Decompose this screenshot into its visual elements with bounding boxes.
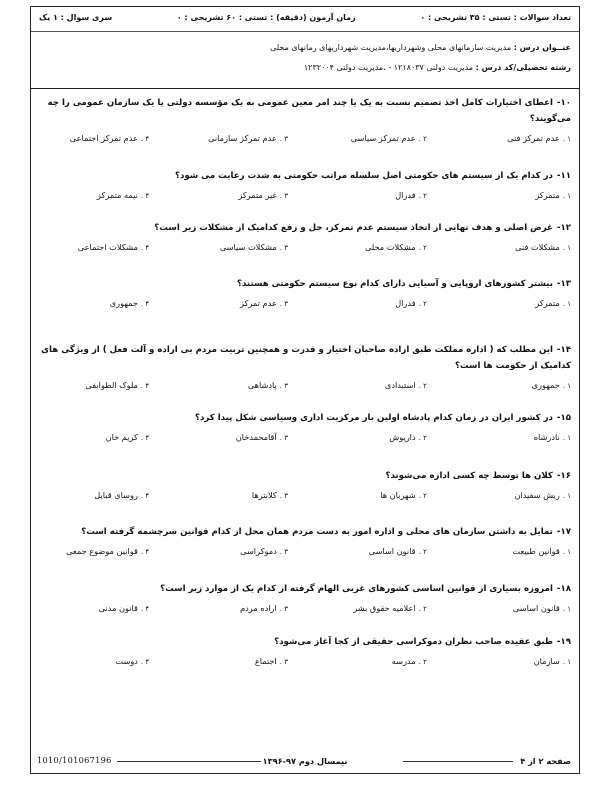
question-text (37, 276, 571, 292)
question-block (37, 581, 571, 617)
question-body: بیشتر کشورهای اروپایی و آسیایی دارای کدام نوع سیستم حکومتی هستند؟ (236, 279, 553, 289)
option-number: ۱ . (562, 492, 571, 500)
option-text: غیر متمرکز (238, 190, 277, 200)
option-text: مشکلات اجتماعی (77, 242, 138, 252)
question-text (37, 342, 571, 374)
option-text: قوانین طبیعت (512, 546, 560, 556)
question-block (37, 468, 571, 504)
option-text: عدم تمرکز سازمانی (208, 133, 277, 143)
answer-option[interactable] (385, 380, 427, 390)
option-text: روسای قبایل (94, 490, 138, 500)
option-number: ۳ . (279, 658, 288, 666)
answer-options (37, 242, 571, 256)
option-number: ۱ . (562, 244, 571, 252)
question-text (37, 524, 571, 540)
option-number: ۲ . (418, 658, 427, 666)
answer-option[interactable] (369, 546, 427, 556)
answer-option[interactable] (507, 133, 571, 143)
option-number: ۳ . (279, 300, 288, 308)
exam-header (31, 7, 579, 89)
option-number: ۱ . (562, 382, 571, 390)
exam-code: 1010/101067196 (37, 755, 112, 765)
question-block (37, 95, 571, 147)
answer-option[interactable] (380, 490, 427, 500)
answer-option[interactable] (240, 298, 288, 308)
answer-options (37, 380, 571, 394)
question-text (37, 95, 571, 127)
option-text: اجتماع (254, 656, 277, 666)
answer-option[interactable] (395, 298, 427, 308)
field-value: مدیریت دولتی ۱۲۱۸۰۳۷ - ،مدیریت دولتی ۱۲۳۲۰۰۴ (303, 63, 474, 72)
answer-option[interactable] (389, 432, 427, 442)
answer-options (37, 656, 571, 670)
answer-option[interactable] (392, 656, 427, 666)
question-number: ۱۳- (556, 279, 571, 289)
exam-sheet (30, 6, 580, 774)
question-block (37, 524, 571, 560)
question-number: ۱۵- (556, 413, 571, 423)
course-title: مدیریت سازمانهای محلی وشهرداریها،مدیریت شهرداریهای رمانهای محلی (270, 43, 512, 52)
option-text: نادرشاه (533, 432, 560, 442)
question-number: ۱۱- (556, 171, 571, 181)
option-text: مدرسه (391, 656, 416, 666)
option-number: ۲ . (418, 135, 427, 143)
answer-option[interactable] (534, 656, 571, 666)
answer-option[interactable] (534, 432, 571, 442)
answer-option[interactable] (70, 133, 149, 143)
option-number: ۱ . (562, 434, 571, 442)
option-text: کلانترها (251, 490, 277, 500)
answer-option[interactable] (532, 380, 571, 390)
option-number: ۴ . (140, 548, 150, 556)
option-number: ۴ . (140, 192, 150, 200)
question-block (37, 276, 571, 312)
answer-option[interactable] (78, 242, 149, 252)
answer-option[interactable] (395, 190, 427, 200)
question-text (37, 634, 571, 650)
question-body: امروزه بسیاری از قوانین اساسی کشورهای غربی الهام گرفته از کدام یک از موارد زیر است؟ (160, 584, 553, 594)
option-number: ۱ . (562, 192, 571, 200)
option-number: ۴ . (140, 492, 150, 500)
answer-option[interactable] (240, 603, 288, 613)
answer-option[interactable] (513, 603, 571, 613)
option-number: ۲ . (418, 434, 427, 442)
question-number: ۱۷- (556, 527, 571, 537)
option-number: ۲ . (418, 244, 427, 252)
answer-option[interactable] (353, 603, 427, 613)
answer-option[interactable] (240, 546, 288, 556)
option-number: ۳ . (279, 434, 288, 442)
answer-option[interactable] (99, 603, 150, 613)
option-number: ۴ . (140, 382, 150, 390)
question-text (37, 468, 571, 484)
option-number: ۳ . (279, 244, 288, 252)
option-text: داریوش (389, 432, 416, 442)
option-text: فدرال (395, 298, 416, 308)
option-text: آقامحمدخان (235, 432, 277, 442)
option-number: ۱ . (562, 605, 571, 613)
header-summary-row (39, 13, 571, 29)
question-number: ۱۴- (556, 345, 571, 355)
question-text (37, 220, 571, 236)
option-number: ۳ . (279, 492, 288, 500)
answer-option[interactable] (512, 546, 571, 556)
question-number: ۱۶- (556, 471, 571, 481)
field-line (39, 63, 571, 72)
option-number: ۲ . (418, 382, 427, 390)
option-text: متمرکز (535, 298, 560, 308)
option-number: ۴ . (140, 658, 150, 666)
option-text: قانون مدنی (98, 603, 138, 613)
question-body: غرض اصلی و هدف نهایی از اتخاذ سیستم عدم تمرکز، حل و رفع کدامیک از مشکلات زیر است؟ (154, 223, 553, 233)
option-text: استبدادی (384, 380, 416, 390)
header-divider (31, 31, 579, 32)
answer-option[interactable] (351, 133, 427, 143)
option-text: عدم تمرکز سیاسی (350, 133, 416, 143)
option-text: عدم تمرکز (239, 298, 277, 308)
option-number: ۱ . (562, 658, 571, 666)
question-block (37, 220, 571, 256)
option-number: ۳ . (279, 382, 288, 390)
question-body: طبق عقیده صاحب نظران دموکراسی حقیقی از کجا آغاز می‌شود؟ (274, 637, 553, 647)
question-body: تمایل به داشتن سازمان های محلی و اداره امور به دست مردم همان محل از کدام قوانین سرچشمه گرفته است؟ (81, 527, 553, 537)
answer-options (37, 603, 571, 617)
answer-option[interactable] (85, 380, 149, 390)
page-number: صفحه ۲ از ۴ (520, 756, 571, 766)
answer-option[interactable] (535, 298, 571, 308)
answer-options (37, 546, 571, 560)
answer-options (37, 298, 571, 312)
question-body: در کشور ایران در زمان کدام پادشاه اولین بار مرکزیت اداری وسیاسی شکل پیدا کرد؟ (195, 413, 553, 423)
question-block (37, 410, 571, 446)
option-number: ۴ . (140, 434, 150, 442)
term-label: نیمسال دوم ۹۷-۱۳۹۶ (262, 756, 348, 766)
answer-options (37, 432, 571, 446)
option-text: قانون اساسی (368, 546, 416, 556)
option-text: دوست (115, 656, 138, 666)
answer-option[interactable] (66, 546, 149, 556)
answer-options (37, 490, 571, 504)
option-text: پادشاهی (247, 380, 277, 390)
option-number: ۴ . (140, 135, 150, 143)
option-text: فدرال (395, 190, 416, 200)
exam-time: زمان آزمون (دقیقه) : تستی : ۶۰ تشریحی : ۰ (176, 13, 356, 22)
answer-option[interactable] (110, 298, 149, 308)
answer-option[interactable] (255, 656, 288, 666)
option-text: عدم تمرکز اجتماعی (69, 133, 138, 143)
option-text: دموکراسی (240, 546, 277, 556)
answer-option[interactable] (252, 490, 288, 500)
option-text: کریم خان (105, 432, 138, 442)
answer-option[interactable] (208, 133, 288, 143)
option-text: متمرکز (535, 190, 560, 200)
option-text: مشکلات سیاسی (219, 242, 277, 252)
answer-option[interactable] (220, 242, 288, 252)
question-body: کلان ها توسط چه کسی اداره می‌شوند؟ (385, 471, 553, 481)
exam-footer (31, 751, 579, 773)
answer-option[interactable] (515, 242, 571, 252)
option-number: ۲ . (418, 300, 427, 308)
answer-option[interactable] (535, 190, 571, 200)
question-block (37, 634, 571, 670)
option-text: اراده مردم (240, 603, 277, 613)
option-number: ۲ . (418, 492, 427, 500)
question-text (37, 581, 571, 597)
option-text: مشکلات فنی (515, 242, 560, 252)
option-text: ملوک الطوایفی (85, 380, 138, 390)
question-body: در کدام یک از سیستم های حکومتی اصل سلسله مراتب حکومتی به شدت رعایت می شود؟ (174, 171, 553, 181)
question-series: سری سوال : ۱ یک (39, 13, 113, 22)
option-text: مشکلات محلی (364, 242, 416, 252)
option-number: ۴ . (140, 244, 150, 252)
option-number: ۱ . (562, 548, 571, 556)
answer-option[interactable] (115, 656, 149, 666)
option-number: ۲ . (418, 192, 427, 200)
option-number: ۴ . (140, 605, 150, 613)
option-text: سازمان (533, 656, 560, 666)
question-number: ۱۲- (556, 223, 571, 233)
question-count: تعداد سوالات : تستی : ۳۵ تشریحی : ۰ (420, 13, 571, 22)
course-label: عنــوان درس : (513, 43, 571, 52)
question-number: ۱۸- (556, 584, 571, 594)
question-body: اعطای اختیارات کامل اخذ تصمیم نسبت به یک یا چند امر معین عمومی به یک مؤسسه دولتی یا یک سازمان عمومی را چه می‌گویند؟ (47, 98, 571, 124)
option-number: ۳ . (279, 135, 288, 143)
option-number: ۲ . (418, 548, 427, 556)
option-text: اعلامیه حقوق بشر (353, 603, 416, 613)
answer-option[interactable] (365, 242, 427, 252)
option-number: ۱ . (562, 135, 571, 143)
option-text: جمهوری (109, 298, 138, 308)
option-text: قوانین موضوع جمعی (66, 546, 138, 556)
option-text: ریش سفیدان (514, 490, 560, 500)
option-number: ۳ . (279, 605, 288, 613)
question-text (37, 168, 571, 184)
answer-option[interactable] (248, 380, 288, 390)
answer-option[interactable] (97, 190, 149, 200)
question-number: ۱۰- (556, 98, 571, 108)
course-line (39, 43, 571, 52)
option-number: ۱ . (562, 300, 571, 308)
answer-option[interactable] (236, 432, 288, 442)
option-number: ۴ . (140, 300, 150, 308)
option-text: نیمه متمرکز (96, 190, 138, 200)
answer-option[interactable] (106, 432, 150, 442)
question-text (37, 410, 571, 426)
option-text: عدم تمرکز فنی (507, 133, 560, 143)
option-text: قانون اساسی (512, 603, 560, 613)
answer-option[interactable] (94, 490, 149, 500)
field-label: رشته تحصیلی/کد درس : (475, 63, 571, 72)
option-text: جمهوری (531, 380, 560, 390)
answer-option[interactable] (514, 490, 571, 500)
option-number: ۲ . (418, 605, 427, 613)
answer-options (37, 190, 571, 204)
question-block (37, 168, 571, 204)
question-block (37, 342, 571, 394)
question-body: این مطلب که ( اداره مملکت طبق اراده صاحبان اختیار و قدرت و همچنین تربیت مردم بی اراده و آلت فعل ) از ویژگی های کدامیک از حکومت ها است؟ (41, 345, 571, 371)
question-number: ۱۹- (556, 637, 571, 647)
option-text: شهربان ها (380, 490, 416, 500)
option-number: ۳ . (279, 548, 288, 556)
answer-options (37, 133, 571, 147)
footer-rule-left (117, 761, 261, 762)
option-number: ۳ . (279, 192, 288, 200)
answer-option[interactable] (238, 190, 288, 200)
